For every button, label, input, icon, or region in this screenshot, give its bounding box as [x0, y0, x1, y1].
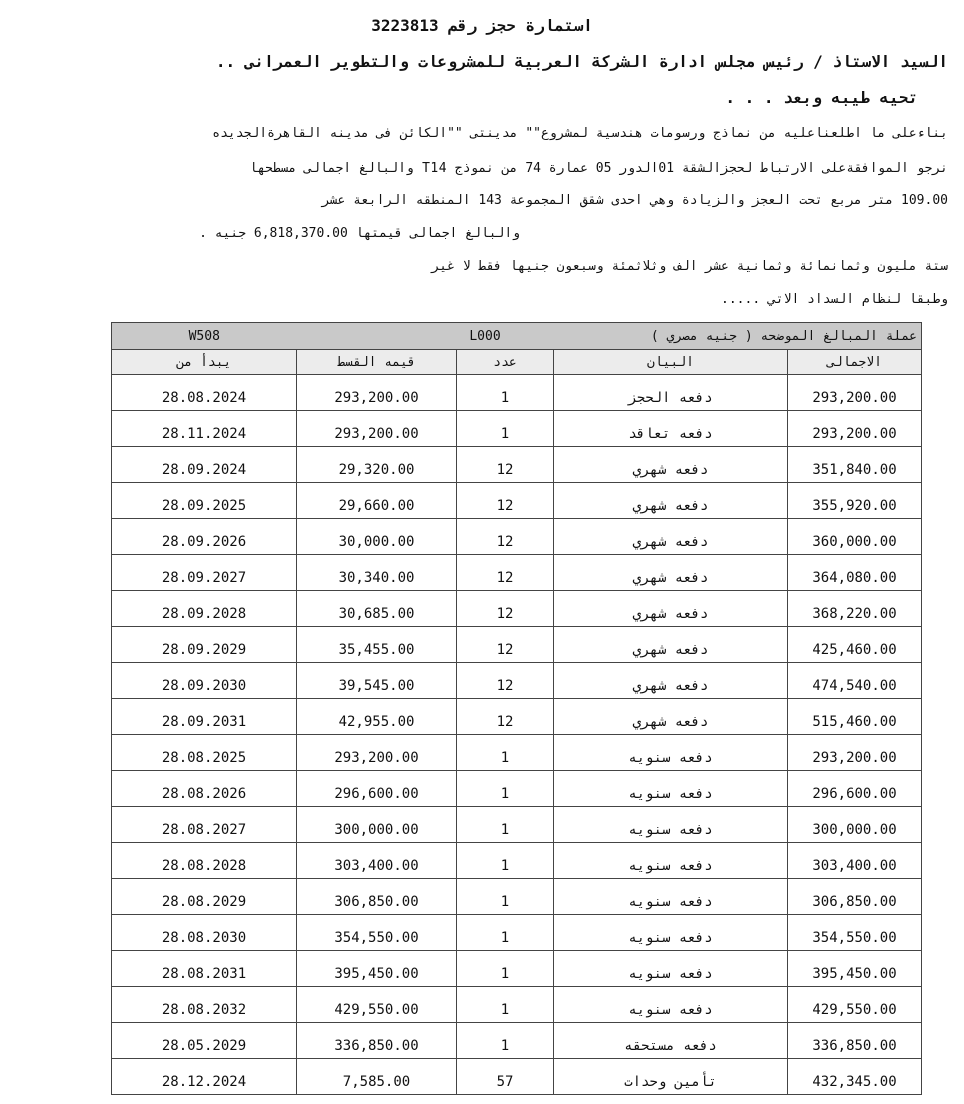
installment-value: 42,955.00: [338, 714, 415, 730]
start-date-cell: [112, 1059, 297, 1095]
table-row: [112, 843, 922, 879]
count-cell: [457, 843, 554, 879]
count-cell: [457, 411, 554, 447]
description-cell: [554, 375, 788, 411]
start-date-cell: [112, 807, 297, 843]
total-cell: [788, 555, 922, 591]
table-row: [112, 771, 922, 807]
installment-value: 395,450.00: [334, 966, 419, 982]
installment-cell: [297, 411, 457, 447]
start-date-cell: [112, 375, 297, 411]
total-cell: [788, 915, 922, 951]
total-cell: [788, 735, 922, 771]
table-row: [112, 375, 922, 411]
table-row: [112, 807, 922, 843]
installment-value: 306,850.00: [334, 894, 419, 910]
total-cell: [788, 447, 922, 483]
installment-cell: [297, 771, 457, 807]
start-date-value: 28.09.2025: [161, 498, 247, 514]
description-value: دفعه مستحقه: [624, 1038, 717, 1054]
total-value: 364,080.00: [812, 570, 897, 586]
count-value: 1: [500, 1038, 510, 1054]
total-cell: [788, 771, 922, 807]
total-cell: [788, 807, 922, 843]
start-date-value: 28.08.2031: [161, 966, 247, 982]
count-value: 12: [496, 498, 514, 514]
installment-value: 7,585.00: [342, 1074, 411, 1090]
count-cell: [457, 1023, 554, 1059]
count-cell: [457, 915, 554, 951]
code2: W508: [188, 328, 220, 344]
total-value: 425,460.00: [812, 642, 897, 658]
installment-value: 30,000.00: [338, 534, 415, 550]
total-value: 336,850.00: [812, 1038, 897, 1054]
description-cell: [554, 1059, 788, 1095]
installment-cell: [297, 591, 457, 627]
start-date-value: 28.09.2026: [161, 534, 247, 550]
total-cell: [788, 987, 922, 1023]
description-value: دفعه شهري: [632, 642, 709, 658]
total-cell: [788, 699, 922, 735]
installment-value: 296,600.00: [334, 786, 419, 802]
form-title: استمارة حجز رقم 3223813: [371, 16, 593, 35]
table-row: [112, 519, 922, 555]
description-cell: [554, 663, 788, 699]
table-row: [112, 879, 922, 915]
description-value: دفعه سنويه: [628, 822, 713, 838]
count-value: 1: [500, 426, 510, 442]
total-value: 432,345.00: [812, 1074, 897, 1090]
count-cell: [457, 699, 554, 735]
installment-value: 300,000.00: [334, 822, 419, 838]
installment-cell: [297, 1059, 457, 1095]
count-cell: [457, 591, 554, 627]
table-row: [112, 1023, 922, 1059]
header-installment: قيمه القسط: [297, 350, 457, 375]
description-cell: [554, 555, 788, 591]
count-cell: [457, 663, 554, 699]
description-cell: [554, 627, 788, 663]
total-value: 293,200.00: [812, 426, 897, 442]
start-date-cell: [112, 627, 297, 663]
table-top-row: [112, 323, 922, 350]
description-value: دفعه شهري: [632, 534, 709, 550]
installment-cell: [297, 807, 457, 843]
header-desc: البيان: [554, 350, 788, 375]
installment-cell: [297, 915, 457, 951]
count-value: 57: [496, 1074, 514, 1090]
description-cell: [554, 519, 788, 555]
count-value: 12: [496, 678, 514, 694]
installment-value: 293,200.00: [334, 750, 419, 766]
count-cell: [457, 483, 554, 519]
count-value: 1: [500, 894, 510, 910]
installment-cell: [297, 735, 457, 771]
count-value: 1: [500, 390, 510, 406]
installment-value: 35,455.00: [338, 642, 415, 658]
payment-schedule-table: [111, 322, 922, 1095]
count-value: 1: [500, 966, 510, 982]
total-value: 355,920.00: [812, 498, 897, 514]
header-start: يبدأ من: [112, 350, 297, 375]
count-cell: [457, 375, 554, 411]
table-row: [112, 987, 922, 1023]
total-value: 303,400.00: [812, 858, 897, 874]
installment-value: 30,340.00: [338, 570, 415, 586]
code1: L000: [469, 328, 501, 344]
count-cell: [457, 951, 554, 987]
start-date-value: 28.08.2029: [161, 894, 247, 910]
description-value: دفعه سنويه: [628, 930, 713, 946]
installment-cell: [297, 879, 457, 915]
installment-cell: [297, 663, 457, 699]
count-cell: [457, 771, 554, 807]
header-total: الاجمالى: [788, 350, 922, 375]
installment-cell: [297, 843, 457, 879]
start-date-cell: [112, 699, 297, 735]
count-value: 1: [500, 1002, 510, 1018]
installment-value: 39,545.00: [338, 678, 415, 694]
start-date-value: 28.08.2030: [161, 930, 247, 946]
count-cell: [457, 879, 554, 915]
start-date-value: 28.11.2024: [161, 426, 247, 442]
installment-cell: [297, 447, 457, 483]
count-value: 1: [500, 822, 510, 838]
count-value: 12: [496, 462, 514, 478]
start-date-cell: [112, 843, 297, 879]
description-value: دفعه الحجز: [628, 390, 713, 406]
start-date-cell: [112, 771, 297, 807]
table-row: [112, 1059, 922, 1095]
body-line-6: وطبقا لنظام السداد الاتي .....: [721, 292, 948, 307]
start-date-value: 28.09.2028: [161, 606, 247, 622]
body-line-3: 109.00 متر مربع تحت العجز والزيادة وهي احدى شقق المجموعة 143 المنطقه الرابعة عشر: [321, 193, 948, 208]
description-value: دفعه سنويه: [628, 786, 713, 802]
description-value: دفعه شهري: [632, 498, 709, 514]
total-value: 368,220.00: [812, 606, 897, 622]
description-cell: [554, 1023, 788, 1059]
table-row: [112, 915, 922, 951]
start-date-value: 28.09.2024: [161, 462, 247, 478]
description-cell: [554, 879, 788, 915]
table-row: [112, 411, 922, 447]
total-cell: [788, 627, 922, 663]
table-row: [112, 699, 922, 735]
currency-note: عملة المبالغ الموضحه ( جنيه مصري ): [650, 328, 918, 344]
count-value: 12: [496, 714, 514, 730]
installment-cell: [297, 951, 457, 987]
count-value: 12: [496, 642, 514, 658]
installment-value: 293,200.00: [334, 390, 419, 406]
start-date-value: 28.12.2024: [161, 1074, 247, 1090]
description-value: دفعه شهري: [632, 570, 709, 586]
total-value: 395,450.00: [812, 966, 897, 982]
description-cell: [554, 915, 788, 951]
count-value: 1: [500, 786, 510, 802]
description-cell: [554, 987, 788, 1023]
description-cell: [554, 483, 788, 519]
table-row: [112, 555, 922, 591]
description-value: دفعه سنويه: [628, 750, 713, 766]
count-cell: [457, 519, 554, 555]
start-date-cell: [112, 1023, 297, 1059]
description-cell: [554, 843, 788, 879]
start-date-value: 28.08.2027: [161, 822, 247, 838]
installment-cell: [297, 627, 457, 663]
table-row: [112, 627, 922, 663]
start-date-value: 28.08.2032: [161, 1002, 247, 1018]
installment-cell: [297, 519, 457, 555]
total-value: 474,540.00: [812, 678, 897, 694]
total-cell: [788, 375, 922, 411]
start-date-cell: [112, 447, 297, 483]
installment-value: 354,550.00: [334, 930, 419, 946]
body-line-2: نرجو الموافقةعلى الارتباط لحجزالشقة 01الدور 05 عمارة 74 من نموذج T14 والبالغ اجمالى مسطحها: [249, 161, 948, 176]
start-date-value: 28.09.2031: [161, 714, 247, 730]
installment-value: 429,550.00: [334, 1002, 419, 1018]
count-cell: [457, 555, 554, 591]
description-cell: [554, 411, 788, 447]
start-date-value: 28.09.2027: [161, 570, 247, 586]
count-value: 1: [500, 750, 510, 766]
total-cell: [788, 1059, 922, 1095]
installment-value: 29,320.00: [338, 462, 415, 478]
count-cell: [457, 807, 554, 843]
count-cell: [457, 627, 554, 663]
total-cell: [788, 951, 922, 987]
installment-value: 30,685.00: [338, 606, 415, 622]
description-cell: [554, 771, 788, 807]
description-value: دفعه سنويه: [628, 858, 713, 874]
table-header-row: [112, 350, 922, 375]
start-date-cell: [112, 735, 297, 771]
greeting-line: تحيه طيبه وبعد . . .: [725, 88, 918, 107]
count-cell: [457, 735, 554, 771]
total-value: 351,840.00: [812, 462, 897, 478]
start-date-value: 28.08.2026: [161, 786, 247, 802]
installment-cell: [297, 699, 457, 735]
description-value: دفعه شهري: [632, 714, 709, 730]
start-date-cell: [112, 591, 297, 627]
start-date-value: 28.05.2029: [161, 1038, 247, 1054]
description-value: دفعه تعاقد: [628, 426, 713, 442]
total-value: 293,200.00: [812, 390, 897, 406]
description-cell: [554, 951, 788, 987]
total-value: 293,200.00: [812, 750, 897, 766]
description-value: دفعه شهري: [632, 462, 709, 478]
description-cell: [554, 447, 788, 483]
count-value: 1: [500, 930, 510, 946]
total-value: 354,550.00: [812, 930, 897, 946]
total-value: 515,460.00: [812, 714, 897, 730]
start-date-value: 28.09.2030: [161, 678, 247, 694]
start-date-cell: [112, 951, 297, 987]
installment-value: 336,850.00: [334, 1038, 419, 1054]
count-cell: [457, 987, 554, 1023]
count-value: 12: [496, 534, 514, 550]
start-date-value: 28.08.2025: [161, 750, 247, 766]
description-value: دفعه سنويه: [628, 966, 713, 982]
description-value: دفعه شهري: [632, 678, 709, 694]
total-cell: [788, 843, 922, 879]
installment-cell: [297, 483, 457, 519]
start-date-cell: [112, 555, 297, 591]
code1-cell: [297, 323, 554, 350]
start-date-cell: [112, 483, 297, 519]
total-value: 360,000.00: [812, 534, 897, 550]
count-value: 1: [500, 858, 510, 874]
table-row: [112, 447, 922, 483]
description-value: تأمين وحدات: [624, 1074, 717, 1090]
total-cell: [788, 519, 922, 555]
start-date-cell: [112, 519, 297, 555]
start-date-cell: [112, 663, 297, 699]
code2-cell: [112, 323, 297, 350]
table-row: [112, 735, 922, 771]
total-value: 306,850.00: [812, 894, 897, 910]
installment-value: 293,200.00: [334, 426, 419, 442]
start-date-value: 28.09.2029: [161, 642, 247, 658]
description-cell: [554, 699, 788, 735]
start-date-cell: [112, 411, 297, 447]
total-cell: [788, 663, 922, 699]
description-value: دفعه سنويه: [628, 1002, 713, 1018]
header-count: عدد: [457, 350, 554, 375]
body-line-4: والبالغ اجمالى قيمتها 6,818,370.00 جنيه .: [199, 226, 520, 241]
addressee-line: السيد الاستاذ / رئيس مجلس ادارة الشركة العربية للمشروعات والتطوير العمرانى ..: [215, 52, 948, 71]
total-cell: [788, 591, 922, 627]
description-cell: [554, 807, 788, 843]
table-row: [112, 591, 922, 627]
installment-value: 29,660.00: [338, 498, 415, 514]
total-value: 300,000.00: [812, 822, 897, 838]
table-row: [112, 663, 922, 699]
total-value: 296,600.00: [812, 786, 897, 802]
total-cell: [788, 411, 922, 447]
start-date-cell: [112, 879, 297, 915]
start-date-cell: [112, 915, 297, 951]
currency-cell: [554, 323, 922, 350]
body-line-5: ستة مليون وثمانمائة وثمانية عشر الف وثلاثمئة وسبعون جنيها فقط لا غير: [431, 259, 948, 274]
total-cell: [788, 879, 922, 915]
count-value: 12: [496, 570, 514, 586]
description-value: دفعه سنويه: [628, 894, 713, 910]
start-date-cell: [112, 987, 297, 1023]
installment-cell: [297, 375, 457, 411]
count-cell: [457, 447, 554, 483]
total-value: 429,550.00: [812, 1002, 897, 1018]
start-date-value: 28.08.2024: [161, 390, 247, 406]
description-value: دفعه شهري: [632, 606, 709, 622]
description-cell: [554, 735, 788, 771]
installment-cell: [297, 1023, 457, 1059]
table-row: [112, 483, 922, 519]
description-cell: [554, 591, 788, 627]
count-value: 12: [496, 606, 514, 622]
start-date-value: 28.08.2028: [161, 858, 247, 874]
total-cell: [788, 483, 922, 519]
installment-cell: [297, 987, 457, 1023]
installment-cell: [297, 555, 457, 591]
count-cell: [457, 1059, 554, 1095]
total-cell: [788, 1023, 922, 1059]
installment-value: 303,400.00: [334, 858, 419, 874]
table-row: [112, 951, 922, 987]
body-line-1: بناءعلى ما اطلعناعليه من نماذج ورسومات هندسية لمشروع"" مدينتى ""الكائن فى مدينه القاهرةالجديده: [212, 126, 948, 141]
